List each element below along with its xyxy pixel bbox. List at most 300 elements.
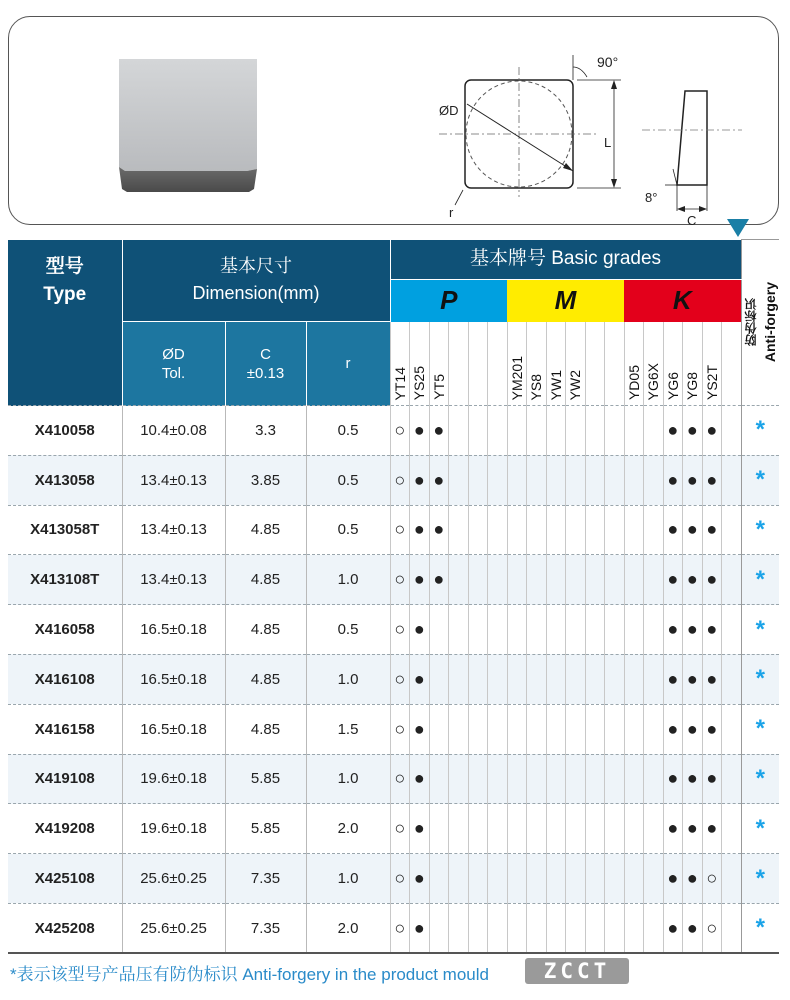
type-header-en: Type (43, 283, 87, 305)
grade-mark (722, 704, 742, 754)
grade-header-yg8 (683, 322, 703, 406)
grade-mark: ● (663, 854, 683, 904)
grade-mark (722, 654, 742, 704)
grade-mark: ● (702, 804, 722, 854)
grade-mark: ● (410, 704, 430, 754)
grade-mark (507, 406, 527, 456)
grade-mark: ● (663, 455, 683, 505)
grade-mark (488, 555, 508, 605)
grade-header-yt14 (390, 322, 410, 406)
grade-mark (488, 455, 508, 505)
type-header-spacer (8, 322, 122, 406)
grade-mark: ● (410, 804, 430, 854)
grade-mark (449, 555, 469, 605)
grade-mark (449, 854, 469, 904)
grade-mark (585, 555, 605, 605)
grades-header: 基本牌号 Basic grades (390, 240, 741, 280)
table-row (8, 505, 779, 555)
type-cell: X416108 (8, 654, 122, 704)
grade-mark: ● (410, 555, 430, 605)
anti-forgery-mark: * (741, 455, 779, 505)
grade-mark (449, 903, 469, 953)
dimension-header (122, 240, 390, 322)
grade-header-empty-1-4 (585, 322, 605, 406)
grade-mark (488, 505, 508, 555)
c-cell: 5.85 (225, 754, 306, 804)
grade-mark: ○ (390, 654, 410, 704)
grade-mark (488, 903, 508, 953)
grade-mark (546, 455, 566, 505)
grade-mark (527, 505, 547, 555)
type-cell: X413058T (8, 505, 122, 555)
grade-mark (624, 654, 644, 704)
grade-header-ys2t (702, 322, 722, 406)
grade-mark: ● (683, 505, 703, 555)
group-k-header: K (624, 280, 741, 322)
grade-mark (624, 505, 644, 555)
grade-mark: ● (410, 505, 430, 555)
grade-mark (624, 455, 644, 505)
grade-mark (585, 854, 605, 904)
grade-mark: ● (429, 455, 449, 505)
table-row (8, 455, 779, 505)
grade-mark (722, 804, 742, 854)
grade-mark (605, 754, 625, 804)
grade-mark (722, 406, 742, 456)
grade-mark: ● (663, 704, 683, 754)
table-row (8, 406, 779, 456)
side-view-drawing (637, 77, 747, 228)
grade-mark (624, 555, 644, 605)
grade-mark (527, 754, 547, 804)
dia-cell: 19.6±0.18 (122, 754, 225, 804)
grade-mark (468, 555, 488, 605)
grade-mark: ● (702, 455, 722, 505)
grade-mark (644, 555, 664, 605)
type-header-cn: 型号 (45, 255, 84, 277)
grade-name: YS8 (528, 373, 545, 400)
grade-name: YT5 (430, 374, 447, 400)
grade-mark: ● (683, 406, 703, 456)
grade-mark (605, 505, 625, 555)
grade-name: YW1 (547, 369, 564, 400)
table-row (8, 754, 779, 804)
grade-mark (527, 903, 547, 953)
brand-logo: ZCCT (525, 958, 629, 984)
grade-mark (566, 406, 586, 456)
dia-cell: 19.6±0.18 (122, 804, 225, 854)
grade-mark: ● (429, 406, 449, 456)
grade-mark (429, 903, 449, 953)
type-cell: X419208 (8, 804, 122, 854)
dia-header (122, 322, 225, 406)
table-row (8, 704, 779, 754)
table-row (8, 654, 779, 704)
spec-table (8, 239, 779, 954)
grade-mark (566, 704, 586, 754)
grade-mark (566, 605, 586, 655)
c-cell: 4.85 (225, 704, 306, 754)
grade-mark (449, 704, 469, 754)
anti-forgery-header-en: Anti-forgery (762, 282, 779, 363)
grade-mark: ● (410, 903, 430, 953)
grade-mark (644, 704, 664, 754)
dia-cell: 25.6±0.25 (122, 854, 225, 904)
dia-cell: 16.5±0.18 (122, 654, 225, 704)
grade-mark: ● (410, 854, 430, 904)
grade-mark (566, 854, 586, 904)
anti-forgery-mark: * (741, 903, 779, 953)
table-row (8, 555, 779, 605)
pointer-arrow-icon (727, 219, 749, 237)
insert-photo (117, 57, 267, 207)
grade-mark (546, 754, 566, 804)
r-cell: 2.0 (306, 804, 390, 854)
grade-mark (585, 406, 605, 456)
grade-mark (722, 903, 742, 953)
grade-mark: ● (702, 605, 722, 655)
grade-mark (507, 605, 527, 655)
dia-cell: 16.5±0.18 (122, 605, 225, 655)
type-cell: X413108T (8, 555, 122, 605)
type-cell: X416158 (8, 704, 122, 754)
r-cell: 1.0 (306, 555, 390, 605)
c-cell: 4.85 (225, 505, 306, 555)
dia-label: ØD (439, 103, 459, 118)
grade-mark (585, 455, 605, 505)
grade-mark: ● (410, 455, 430, 505)
grade-mark: ● (702, 555, 722, 605)
grade-mark (488, 704, 508, 754)
type-cell: X419108 (8, 754, 122, 804)
grade-mark: ● (683, 605, 703, 655)
table-row (8, 903, 779, 953)
type-cell: X410058 (8, 406, 122, 456)
grade-mark (507, 455, 527, 505)
grade-mark (468, 654, 488, 704)
grade-mark (429, 704, 449, 754)
anti-forgery-header-cn: 防伪标识 (744, 298, 759, 347)
grade-mark (429, 654, 449, 704)
dimension-header-cn: 基本尺寸 (220, 256, 292, 277)
grade-mark (624, 903, 644, 953)
dia-cell: 13.4±0.13 (122, 505, 225, 555)
grade-header-yt5 (429, 322, 449, 406)
grade-mark (624, 704, 644, 754)
grade-name: YD05 (625, 364, 642, 400)
grade-name: YW2 (567, 369, 584, 400)
r-cell: 1.0 (306, 854, 390, 904)
grade-mark: ○ (390, 406, 410, 456)
anti-forgery-mark: * (741, 505, 779, 555)
grade-mark (624, 754, 644, 804)
grade-mark (605, 654, 625, 704)
grade-mark (644, 754, 664, 804)
grade-name: YS25 (411, 365, 428, 400)
grade-mark: ○ (390, 804, 410, 854)
grade-header-yg6 (663, 322, 683, 406)
r-cell: 1.5 (306, 704, 390, 754)
grade-mark (644, 804, 664, 854)
grade-mark (468, 505, 488, 555)
grade-mark (644, 455, 664, 505)
r-cell: 0.5 (306, 605, 390, 655)
grade-mark (605, 854, 625, 904)
grade-mark (527, 854, 547, 904)
grade-mark: ○ (390, 455, 410, 505)
grade-mark (507, 854, 527, 904)
grade-mark (722, 505, 742, 555)
grade-mark: ● (702, 406, 722, 456)
footnote: *表示该型号产品压有防伪标识 Anti-forgery in the product mould (10, 965, 489, 984)
grade-mark (585, 505, 605, 555)
type-cell: X425108 (8, 854, 122, 904)
c-header-tol: ±0.13 (246, 364, 285, 382)
anti-forgery-mark: * (741, 406, 779, 456)
r-cell: 0.5 (306, 455, 390, 505)
grade-mark (546, 505, 566, 555)
grade-mark (546, 854, 566, 904)
c-cell: 3.85 (225, 455, 306, 505)
grade-mark (449, 654, 469, 704)
anti-forgery-mark: * (741, 605, 779, 655)
type-header (8, 240, 122, 322)
grade-mark: ● (663, 605, 683, 655)
grade-mark: ● (663, 654, 683, 704)
r-cell: 1.0 (306, 754, 390, 804)
grade-name: YM201 (508, 355, 525, 400)
grade-mark (624, 406, 644, 456)
grade-header-ys8 (527, 322, 547, 406)
grade-mark (566, 754, 586, 804)
grade-mark (605, 605, 625, 655)
table-row (8, 854, 779, 904)
grade-mark: ○ (390, 555, 410, 605)
grade-mark (449, 804, 469, 854)
grade-mark (605, 704, 625, 754)
grade-mark: ● (702, 704, 722, 754)
grade-mark (488, 406, 508, 456)
grade-mark (566, 903, 586, 953)
grade-mark (507, 505, 527, 555)
grade-mark (585, 804, 605, 854)
grade-name: YG6 (664, 371, 681, 400)
c-cell: 4.85 (225, 654, 306, 704)
grade-mark: ● (683, 903, 703, 953)
grade-header-yw1 (546, 322, 566, 406)
group-m-header: M (507, 280, 624, 322)
grade-mark: ● (663, 903, 683, 953)
grade-mark: ● (683, 654, 703, 704)
grade-mark (585, 903, 605, 953)
grade-header-ys25 (410, 322, 430, 406)
grade-mark (468, 605, 488, 655)
anti-forgery-header (741, 240, 779, 406)
grade-mark (722, 605, 742, 655)
grade-mark (585, 654, 605, 704)
grade-header-ym201 (507, 322, 527, 406)
anti-forgery-mark: * (741, 854, 779, 904)
grade-mark (488, 854, 508, 904)
anti-forgery-mark: * (741, 804, 779, 854)
grade-header-yg6x (644, 322, 664, 406)
grade-mark (605, 804, 625, 854)
grade-mark (566, 654, 586, 704)
type-cell: X413058 (8, 455, 122, 505)
r-cell: 2.0 (306, 903, 390, 953)
grade-mark (468, 903, 488, 953)
dia-cell: 16.5±0.18 (122, 704, 225, 754)
grade-name: YT14 (391, 366, 408, 400)
grade-mark (722, 555, 742, 605)
grade-mark (507, 704, 527, 754)
grade-mark (546, 704, 566, 754)
grade-mark (644, 505, 664, 555)
grade-mark: ○ (390, 605, 410, 655)
table-row (8, 605, 779, 655)
grade-header-empty-0-3 (449, 322, 469, 406)
grade-mark: ○ (390, 505, 410, 555)
grade-mark (527, 804, 547, 854)
grade-mark: ● (683, 804, 703, 854)
grade-mark (507, 555, 527, 605)
grade-mark: ● (683, 754, 703, 804)
grade-header-yw2 (566, 322, 586, 406)
grade-mark (605, 406, 625, 456)
grade-mark: ● (702, 754, 722, 804)
grade-mark: ● (663, 555, 683, 605)
grade-mark (527, 406, 547, 456)
c-cell: 7.35 (225, 854, 306, 904)
side-angle-label: 8° (645, 190, 658, 205)
grade-mark (605, 455, 625, 505)
grade-mark (566, 804, 586, 854)
dia-cell: 25.6±0.25 (122, 903, 225, 953)
grade-mark (585, 704, 605, 754)
grade-mark: ● (702, 654, 722, 704)
anti-forgery-mark: * (741, 754, 779, 804)
c-cell: 7.35 (225, 903, 306, 953)
grade-mark: ○ (390, 854, 410, 904)
grade-mark (468, 804, 488, 854)
dia-header-label: ØD (162, 345, 185, 363)
dia-cell: 13.4±0.13 (122, 455, 225, 505)
r-cell: 0.5 (306, 406, 390, 456)
dimension-header-en: Dimension(mm) (192, 283, 320, 304)
grade-mark: ● (663, 804, 683, 854)
grade-mark: ● (429, 555, 449, 605)
grade-mark (546, 804, 566, 854)
grade-mark: ○ (702, 854, 722, 904)
grade-mark (488, 804, 508, 854)
grade-mark (546, 605, 566, 655)
grade-mark (488, 754, 508, 804)
grade-name: YS2T (703, 364, 720, 400)
grade-mark (507, 654, 527, 704)
c-header-label: C (260, 345, 271, 363)
grade-mark (449, 406, 469, 456)
grade-mark: ● (683, 704, 703, 754)
grade-name: YG6X (645, 362, 662, 400)
type-cell: X416058 (8, 605, 122, 655)
grade-mark (468, 854, 488, 904)
grade-mark (527, 605, 547, 655)
grade-mark (449, 455, 469, 505)
anti-forgery-mark: * (741, 555, 779, 605)
grade-mark (429, 754, 449, 804)
grade-mark (507, 903, 527, 953)
angle-label: 90° (597, 54, 619, 70)
grade-mark (527, 555, 547, 605)
grade-header-empty-0-5 (488, 322, 508, 406)
grade-mark (546, 903, 566, 953)
grade-mark (507, 754, 527, 804)
grade-mark (624, 804, 644, 854)
grade-name: YG8 (684, 371, 701, 400)
grade-mark (468, 704, 488, 754)
grade-header-empty-0-4 (468, 322, 488, 406)
grade-mark (546, 654, 566, 704)
grade-mark (468, 455, 488, 505)
grade-mark (449, 505, 469, 555)
radius-label: r (449, 205, 454, 220)
grade-mark (527, 455, 547, 505)
grade-mark (644, 903, 664, 953)
grade-header-empty-2-5 (722, 322, 742, 406)
drawing-panel (8, 16, 779, 228)
grade-mark (644, 854, 664, 904)
grade-mark (468, 754, 488, 804)
grade-mark (488, 605, 508, 655)
c-cell: 3.3 (225, 406, 306, 456)
grade-mark: ● (683, 455, 703, 505)
grade-mark (566, 555, 586, 605)
grade-header-empty-1-5 (605, 322, 625, 406)
grade-header-yd05 (624, 322, 644, 406)
grade-mark: ○ (390, 704, 410, 754)
c-cell: 5.85 (225, 804, 306, 854)
grade-mark (644, 654, 664, 704)
grade-mark (429, 605, 449, 655)
grade-mark (546, 406, 566, 456)
grade-mark (449, 605, 469, 655)
r-header: r (306, 322, 390, 406)
anti-forgery-mark: * (741, 654, 779, 704)
insert-drawing (429, 47, 639, 232)
grade-mark: ○ (702, 903, 722, 953)
grade-mark: ● (410, 654, 430, 704)
grade-mark: ● (410, 406, 430, 456)
grade-mark: ● (429, 505, 449, 555)
grade-mark (488, 654, 508, 704)
dia-cell: 10.4±0.08 (122, 406, 225, 456)
grade-mark (624, 854, 644, 904)
grade-mark: ● (410, 754, 430, 804)
dia-header-tol: Tol. (161, 364, 186, 382)
dia-cell: 13.4±0.13 (122, 555, 225, 605)
grade-mark (429, 804, 449, 854)
grade-mark: ○ (390, 903, 410, 953)
grade-mark (722, 854, 742, 904)
grade-mark (624, 605, 644, 655)
r-cell: 0.5 (306, 505, 390, 555)
grade-mark: ● (702, 505, 722, 555)
grade-mark (566, 455, 586, 505)
grade-mark (566, 505, 586, 555)
grade-mark (605, 903, 625, 953)
grade-mark (527, 704, 547, 754)
grade-mark (449, 754, 469, 804)
